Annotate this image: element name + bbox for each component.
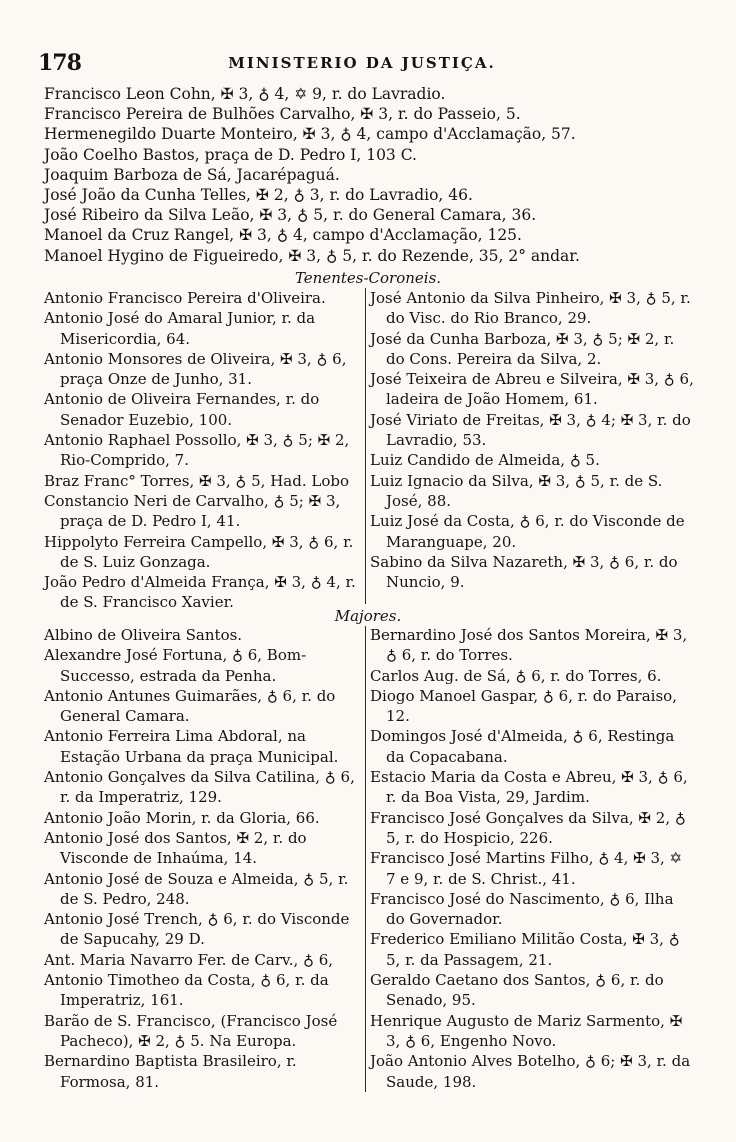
list-item: João Coelho Bastos, praça de D. Pedro I, 103 C. (44, 145, 417, 164)
list-item: Antonio João Morin, r. da Gloria, 66. (44, 808, 320, 827)
list-item: Francisco Leon Cohn, ✠ 3, ♁ 4, ✡ 9, r. do Lavradio. (44, 85, 446, 103)
list-item: Domingos José d'Almeida, ♁ 6, Restinga da Copacabana. (370, 727, 675, 766)
list-item: Barão de S. Francisco, (Francisco José Pacheco), ✠ 2, ♁ 5. Na Europa. (44, 1011, 338, 1050)
running-head: MINISTERIO DA JUSTIÇA. (228, 54, 496, 72)
list-item: José da Cunha Barboza, ✠ 3, ♁ 5; ✠ 2, r. do Cons. Pereira da Silva, 2. (370, 329, 675, 368)
list-item: Antonio José dos Santos, ✠ 2, r. do Visconde de Inhaúma, 14. (44, 828, 307, 868)
list-item: Alexandre José Fortuna, ♁ 6, Bom-Successo, estrada da Penha. (44, 646, 307, 685)
list-item: Antonio de Oliveira Fernandes, r. do Senador Euzebio, 100. (44, 390, 320, 429)
majores-right-column (370, 625, 696, 1092)
list-item: Diogo Manoel Gaspar, ♁ 6, r. do Paraiso, 12. (370, 686, 677, 726)
list-item: Carlos Aug. de Sá, ♁ 6, r. do Torres, 6. (370, 666, 662, 685)
column-divider (365, 626, 366, 1092)
list-item: Hippolyto Ferreira Campello, ✠ 3, ♁ 6, r. de S. Luiz Gonzaga. (44, 532, 354, 571)
list-item: Braz Franc° Torres, ✠ 3, ♁ 5, Had. Lobo (44, 471, 349, 490)
majores-left-column (44, 625, 362, 1092)
list-item: José Teixeira de Abreu e Silveira, ✠ 3, ♁ 6, ladeira de João Homem, 61. (370, 370, 694, 409)
section-title-tenentes-coroneis: Tenentes-Coroneis. (294, 269, 442, 287)
tenentes-coroneis-right-column (370, 288, 696, 592)
list-item: Antonio Gonçalves da Silva Catilina, ♁ 6, r. da Imperatriz, 129. (44, 768, 355, 807)
list-item: Bernardino José dos Santos Moreira, ✠ 3, ♁ 6, r. do Torres. (370, 626, 688, 665)
list-item: Antonio Antunes Guimarães, ♁ 6, r. do General Camara. (44, 686, 336, 726)
list-item: José Viriato de Freitas, ✠ 3, ♁ 4; ✠ 3, r. do Lavradio, 53. (370, 410, 691, 450)
list-item: Francisco Pereira de Bulhões Carvalho, ✠ 3, r. do Passeio, 5. (44, 105, 521, 124)
list-item: Antonio José do Amaral Junior, r. da Misericordia, 64. (44, 309, 316, 348)
list-item: Constancio Neri de Carvalho, ♁ 5; ✠ 3, praça de D. Pedro I, 41. (44, 491, 341, 531)
list-item: Manoel da Cruz Rangel, ✠ 3, ♁ 4, campo d'Acclamação, 125. (44, 226, 522, 245)
list-item: João Antonio Alves Botelho, ♁ 6; ✠ 3, r. da Saude, 198. (370, 1052, 691, 1091)
list-item: Manoel Hygino de Figueiredo, ✠ 3, ♁ 5, r. do Rezende, 35, 2° andar. (44, 246, 580, 265)
list-item: José Ribeiro da Silva Leão, ✠ 3, ♁ 5, r. do General Camara, 36. (44, 206, 537, 225)
list-item: Estacio Maria da Costa e Abreu, ✠ 3, ♁ 6, r. da Boa Vista, 29, Jardim. (370, 768, 688, 807)
list-item: Frederico Emiliano Militão Costa, ✠ 3, ♁ 5, r. da Passagem, 21. (370, 930, 680, 969)
page-number: 178 (38, 50, 81, 76)
list-item: Francisco José do Nascimento, ♁ 6, Ilha do Governador. (370, 889, 674, 929)
list-item: Henrique Augusto de Mariz Sarmento, ✠ 3, ♁ 6, Engenho Novo. (370, 1011, 683, 1050)
list-item: Antonio Ferreira Lima Abdoral, na Estação Urbana da praça Municipal. (44, 727, 339, 766)
list-item: Joaquim Barboza de Sá, Jacarépaguá. (44, 165, 340, 184)
list-item: Luiz Ignacio da Silva, ✠ 3, ♁ 5, r. de S. José, 88. (370, 471, 663, 510)
page-header (38, 50, 686, 80)
list-item: Antonio Timotheo da Costa, ♁ 6, r. da Imperatriz, 161. (44, 971, 329, 1010)
list-item: Francisco José Martins Filho, ♁ 4, ✠ 3, ✡ 7 e 9, r. de S. Christ., 41. (370, 849, 683, 888)
tenentes-coroneis-left-column (44, 288, 362, 613)
list-item: Sabino da Silva Nazareth, ✠ 3, ♁ 6, r. do Nuncio, 9. (370, 552, 678, 592)
list-item: Antonio José Trench, ♁ 6, r. do Visconde de Sapucahy, 29 D. (44, 910, 350, 949)
list-item: Hermenegildo Duarte Monteiro, ✠ 3, ♁ 4, campo d'Acclamação, 57. (44, 125, 576, 144)
list-item: José Antonio da Silva Pinheiro, ✠ 3, ♁ 5, r. do Visc. do Rio Branco, 29. (370, 289, 691, 328)
list-item: Francisco José Gonçalves da Silva, ✠ 2, ♁ 5, r. do Hospicio, 226. (370, 808, 686, 847)
list-item: Antonio Francisco Pereira d'Oliveira. (44, 289, 326, 307)
list-item: Geraldo Caetano dos Santos, ♁ 6, r. do Senado, 95. (370, 971, 664, 1010)
column-divider (365, 288, 366, 604)
section-title-majores: Majores. (334, 607, 402, 625)
list-item: Antonio Monsores de Oliveira, ✠ 3, ♁ 6, praça Onze de Junho, 31. (44, 349, 347, 389)
list-item: João Pedro d'Almeida França, ✠ 3, ♁ 4, r. de S. Francisco Xavier. (44, 573, 356, 612)
list-item: Bernardino Baptista Brasileiro, r. Formosa, 81. (44, 1052, 297, 1091)
list-item: Antonio José de Souza e Almeida, ♁ 5, r. de S. Pedro, 248. (44, 869, 349, 908)
list-item: José João da Cunha Telles, ✠ 2, ♁ 3, r. do Lavradio, 46. (44, 186, 473, 205)
list-item: Antonio Raphael Possollo, ✠ 3, ♁ 5; ✠ 2, Rio-Comprido, 7. (44, 431, 350, 470)
list-item: Luiz Candido de Almeida, ♁ 5. (370, 451, 600, 470)
list-item: Ant. Maria Navarro Fer. de Carv., ♁ 6, (44, 950, 334, 969)
list-item: Albino de Oliveira Santos. (44, 626, 243, 644)
top-entry-list (44, 84, 696, 266)
list-item: Luiz José da Costa, ♁ 6, r. do Visconde de Maranguape, 20. (370, 512, 685, 551)
